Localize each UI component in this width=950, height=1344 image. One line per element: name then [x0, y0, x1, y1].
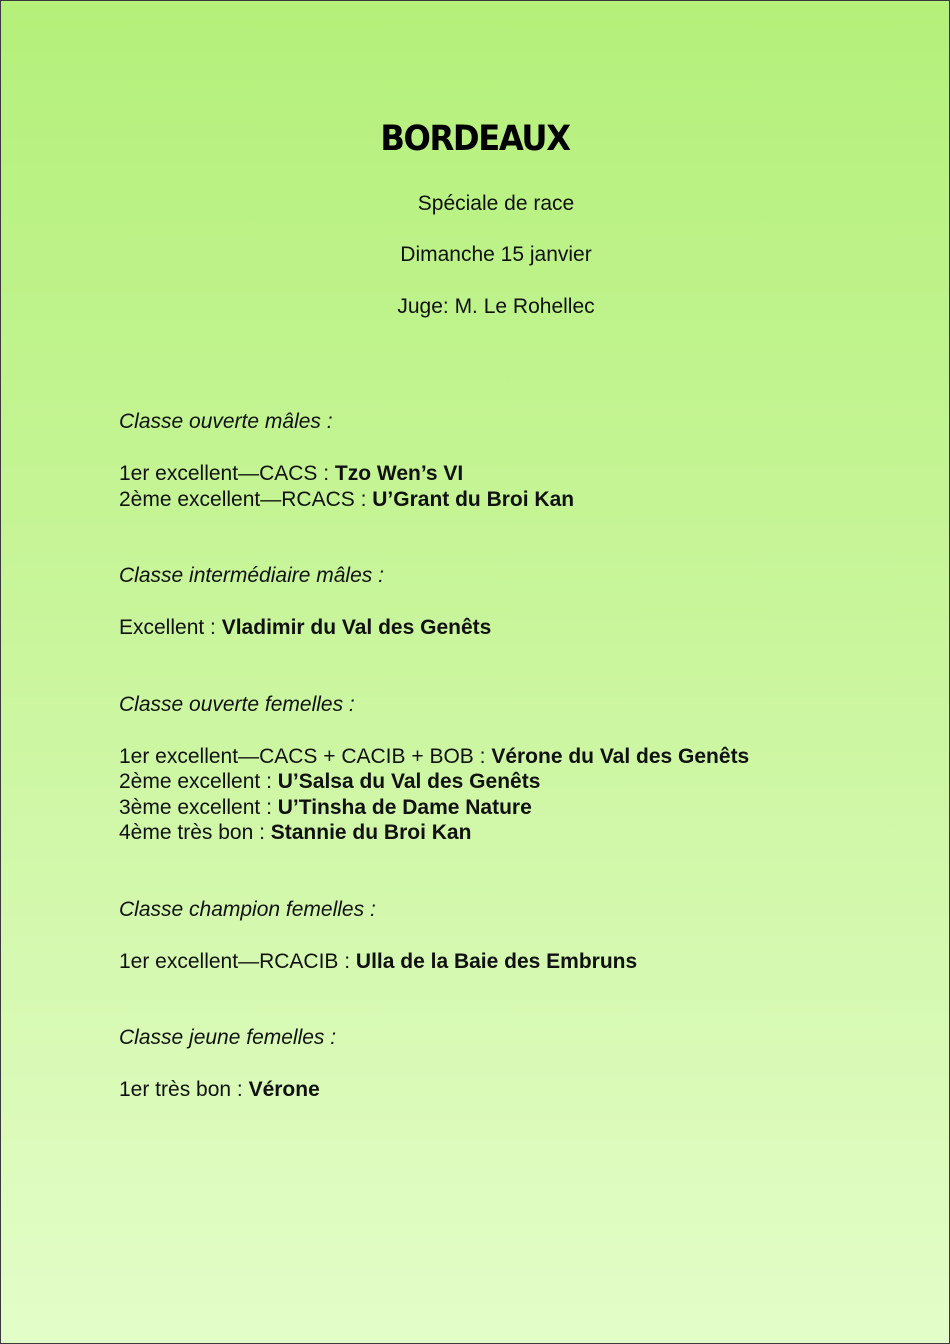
award-label: 3ème excellent :	[119, 795, 278, 819]
result-entry	[119, 487, 919, 513]
results-list	[119, 409, 919, 1103]
dog-name: U’Grant du Broi Kan	[372, 487, 575, 511]
result-entry	[119, 795, 919, 821]
award-label: 1er excellent—CACS + CACIB + BOB :	[119, 744, 492, 768]
award-label: 1er excellent—CACS :	[119, 462, 335, 485]
award-label: 1er excellent—RCACIB :	[119, 949, 356, 973]
result-entry	[119, 949, 919, 975]
result-entry	[119, 769, 919, 795]
class-heading: Classe ouverte mâles :	[119, 410, 333, 433]
event-judge: Juge: M. Le Rohellec	[397, 295, 595, 318]
class-section-open-males	[119, 409, 919, 512]
class-heading: Classe champion femelles :	[119, 897, 376, 921]
award-label: 1er très bon :	[119, 1078, 249, 1101]
dog-name: Tzo Wen’s VI	[334, 462, 464, 485]
class-heading: Classe intermédiaire mâles :	[119, 564, 384, 587]
class-heading: Classe jeune femelles :	[119, 1026, 337, 1049]
result-entry	[119, 744, 919, 770]
dog-name: Stannie du Broi Kan	[270, 821, 472, 844]
class-section-open-females	[119, 692, 919, 846]
award-label: 2ème excellent :	[119, 770, 278, 793]
result-entry	[119, 461, 919, 487]
award-label: 4ème très bon :	[119, 821, 271, 844]
class-section-intermediate-males	[119, 563, 919, 641]
class-section-champion-females	[119, 897, 919, 975]
dog-name: Ulla de la Baie des Embruns	[355, 949, 638, 973]
award-label: 2ème excellent—RCACS :	[119, 487, 373, 511]
page-title: BORDEAUX	[380, 119, 570, 159]
class-heading: Classe ouverte femelles :	[119, 692, 355, 716]
class-section-young-females	[119, 1025, 919, 1103]
dog-name: Vladimir du Val des Genêts	[221, 616, 492, 639]
dog-name: U’Salsa du Val des Genêts	[277, 770, 541, 793]
dog-name: Vérone du Val des Genêts	[491, 744, 750, 768]
result-entry	[119, 1077, 919, 1103]
event-subtitle: Spéciale de race	[417, 192, 575, 215]
event-date: Dimanche 15 janvier	[400, 243, 592, 266]
result-entry	[119, 820, 919, 846]
result-entry	[119, 615, 919, 641]
dog-name: U’Tinsha de Dame Nature	[277, 795, 532, 819]
dog-name: Vérone	[248, 1078, 320, 1101]
award-label: Excellent :	[119, 616, 222, 639]
